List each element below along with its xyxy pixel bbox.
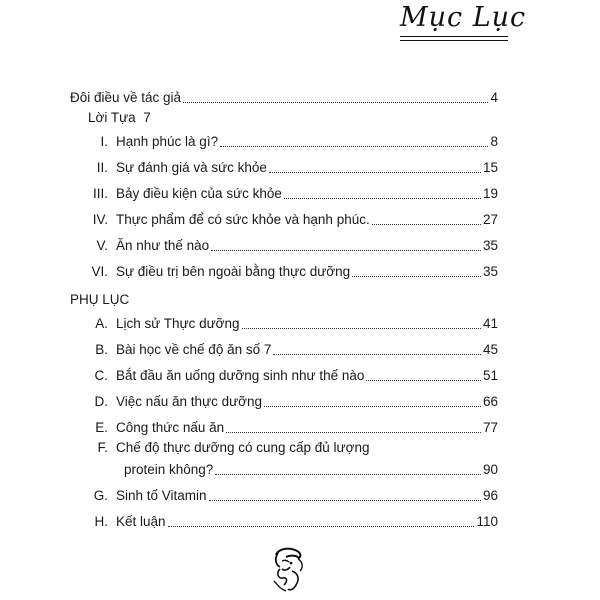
toc-entry-page: 35: [482, 264, 498, 279]
appendix-heading: PHỤ LỤC: [70, 292, 130, 307]
toc-entry-preface: [88, 110, 151, 126]
toc-entry-appendix-f-line1: [78, 440, 369, 456]
toc-entry-number: F.: [97, 440, 108, 455]
dot-leader: [220, 146, 488, 147]
toc-entry-number: III.: [92, 186, 108, 201]
toc-entry-chapter-5: [78, 234, 498, 254]
dot-leader: [168, 526, 475, 527]
toc-entry-title: Thực phẩm để có sức khỏe và hạnh phúc.: [116, 212, 370, 227]
toc-entry-title: Bảy điều kiện của sức khỏe: [116, 186, 282, 201]
toc-entry-number: VI.: [91, 264, 108, 279]
preface-label: Lời Tựa: [88, 110, 136, 125]
toc-entry-appendix-h: [78, 510, 498, 530]
preface-page: 7: [143, 110, 151, 125]
toc-entry-chapter-2: [78, 156, 498, 176]
toc-entry-chapter-6: [78, 260, 498, 280]
toc-entry-page: 35: [482, 238, 498, 253]
toc-entry-title: Chế độ thực dưỡng có cung cấp đủ lượng: [116, 440, 370, 455]
toc-entry-page: 27: [482, 212, 498, 227]
toc-entry-appendix-e: [78, 416, 498, 436]
dot-leader: [242, 328, 481, 329]
dot-leader: [284, 198, 481, 199]
toc-entry-number: I.: [100, 134, 108, 149]
toc-entry-title: Ăn như thế nào: [116, 238, 210, 253]
toc-entry-number: B.: [95, 342, 108, 357]
toc-entry-page: 8: [490, 134, 498, 149]
dot-leader: [215, 474, 481, 475]
toc-entry-title-continued: protein không?: [124, 462, 214, 477]
dot-leader: [264, 406, 481, 407]
toc-entry-title: Sự đánh giá và sức khỏe: [116, 160, 267, 175]
toc-entry-appendix-c: [78, 364, 498, 384]
dot-leader: [211, 250, 481, 251]
toc-entry-page: 77: [482, 420, 498, 435]
dot-leader: [269, 172, 481, 173]
dot-leader: [226, 432, 481, 433]
toc-entry-number: A.: [95, 316, 108, 331]
toc-entry-page: 4: [490, 90, 498, 105]
toc-entry-number: C.: [94, 368, 108, 383]
toc-entry-appendix-f-line2: [124, 458, 498, 478]
toc-entry-title: Lịch sử Thực dưỡng: [116, 316, 240, 331]
toc-entry-number: G.: [93, 488, 108, 503]
toc-entry-page: 66: [482, 394, 498, 409]
toc-entry-page: 41: [482, 316, 498, 331]
toc-entry-title: Sự điều trị bên ngoài bằng thực dưỡng: [116, 264, 351, 279]
page-title: Mục Lục: [400, 2, 527, 33]
toc-entry-appendix-g: [78, 484, 498, 504]
toc-entry-title: Hạnh phúc là gì?: [116, 134, 219, 149]
toc-entry-chapter-1: [78, 130, 498, 150]
toc-entry-page: 110: [476, 514, 498, 529]
toc-entry-page: 15: [482, 160, 498, 175]
toc-entry-chapter-3: [78, 182, 498, 202]
toc-entry-number: V.: [96, 238, 108, 253]
toc-entry-number: E.: [95, 420, 108, 435]
toc-entry-appendix-a: [78, 312, 498, 332]
toc-entry-page: 51: [482, 368, 498, 383]
toc-entry-page: 45: [482, 342, 498, 357]
toc-entry-appendix-b: [78, 338, 498, 358]
toc-entry-title: Kết luận: [116, 514, 166, 529]
toc-entry-title: Đôi điều về tác giả: [70, 90, 182, 105]
sketch-portrait-icon: [268, 545, 310, 593]
toc-entry-appendix-d: [78, 390, 498, 410]
dot-leader: [183, 102, 488, 103]
toc-entry-number: II.: [96, 160, 108, 175]
toc-entry-page: 19: [482, 186, 498, 201]
dot-leader: [209, 500, 481, 501]
dot-leader: [352, 276, 481, 277]
toc-entry-number: H.: [94, 514, 108, 529]
toc-entry-number: D.: [94, 394, 108, 409]
toc-entry-intro: [70, 86, 498, 106]
toc-entry-title: Bài học về chế độ ăn số 7: [116, 342, 272, 357]
toc-entry-page: 90: [482, 462, 498, 477]
dot-leader: [366, 380, 481, 381]
toc-entry-chapter-4: [78, 208, 498, 228]
toc-entry-title: Công thức nấu ăn: [116, 420, 225, 435]
dot-leader: [273, 354, 481, 355]
toc-entry-title: Sinh tố Vitamin: [116, 488, 207, 503]
dot-leader: [372, 224, 481, 225]
toc-entry-number: IV.: [92, 212, 108, 227]
toc-entry-title: Việc nấu ăn thực dưỡng: [116, 394, 263, 409]
toc-entry-title: Bắt đầu ăn uống dưỡng sinh như thế nào: [116, 368, 365, 383]
toc-entry-page: 96: [482, 488, 498, 503]
